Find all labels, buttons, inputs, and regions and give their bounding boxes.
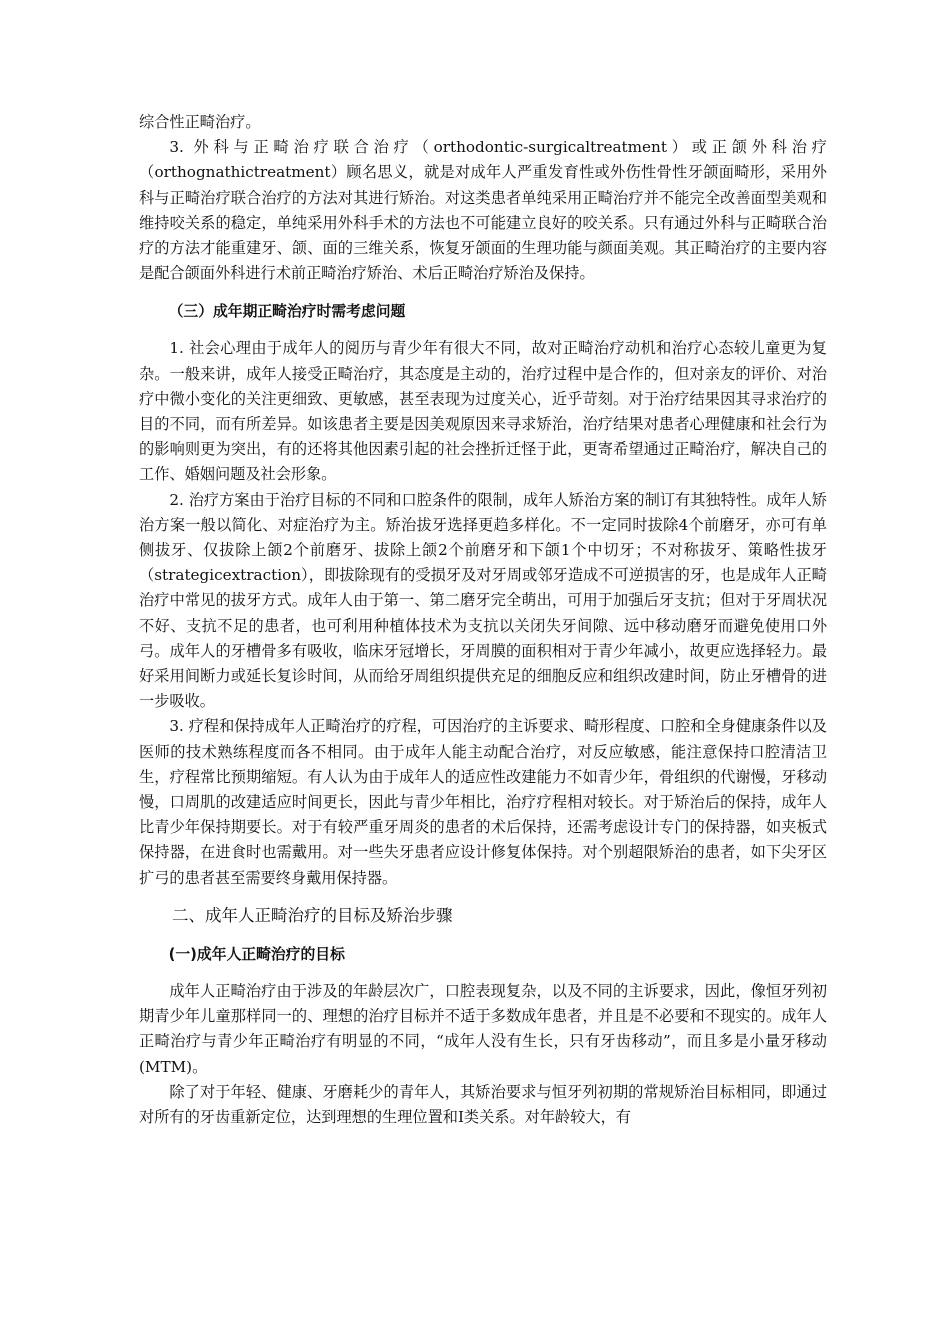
paragraph-young-adults: 除了对于年轻、健康、牙磨耗少的青年人，其矫治要求与恒牙列初期的常规矫治目标相同，即通过对所有的牙齿重新定位，达到理想的生理位置和Ⅰ类关系。对年龄较大，有 — [139, 1082, 827, 1126]
paragraph-intro-tail: 综合性正畸治疗。 — [139, 113, 261, 131]
paragraph-treatment-goals: 成年人正畸治疗由于涉及的年龄层次广，口腔表现复杂，以及不同的主诉要求，因此，像恒牙列初期青少年儿童那样同一的、理想的治疗目标并不适于多数成年患者，并且是不必要和不现实的。成年人正畸治疗与青少年正畸治疗有明显的不同，“成年人没有生长，只有牙齿移动”，而且多是小量牙移动(MTM)。 — [139, 981, 827, 1076]
paragraph-surgical-combined-treatment: 3. 外科与正畸治疗联合治疗（orthodontic-surgicaltreatment）或正颌外科治疗（orthognathictreatment）顾名思义，就是对成年人严重发育性或外伤性骨性牙颌面畸形，采用外科与正畸治疗联合治疗的方法对其进行矫治。对这类患者单纯采用正畸治疗并不能完全改善面型美观和维持咬关系的稳定，单纯采用外科手术的方法也不可能建立良好的咬关系。只有通过外科与正畸联合治疗的方法才能重建牙、颌、面的三维关系，恢复牙颌面的生理功能与颜面美观。其正畸治疗的主要内容是配合颌面外科进行术前正畸治疗矫治、术后正畸治疗矫治及保持。 — [139, 138, 827, 283]
paragraph-course-and-retention: 3. 疗程和保持成年人正畸治疗的疗程，可因治疗的主诉要求、畸形程度、口腔和全身健康条件以及医师的技术熟练程度而各不相同。由于成年人能主动配合治疗，对反应敏感，能注意保持口腔清洁卫生，疗程常比预期缩短。有人认为由于成年人的适应性改建能力不如青少年，骨组织的代谢慢，牙移动慢，口周肌的改建适应时间更长，因此与青少年相比，治疗疗程相对较长。对于矫治后的保持，成年人比青少年保持期要长。对于有较严重牙周炎的患者的术后保持，还需考虑设计专门的保持器，如夹板式保持器，在进食时也需戴用。对一些失牙患者应设计修复体保持。对个别超限矫治的患者，如下尖牙区扩弓的患者甚至需要终身戴用保持器。 — [139, 717, 827, 887]
paragraph-treatment-plan: 2. 治疗方案由于治疗目标的不同和口腔条件的限制，成年人矫治方案的制订有其独特性。成年人矫治方案一般以简化、对症治疗为主。矫治拔牙选择更趋多样化。不一定同时拔除4个前磨牙，亦可有单侧拔牙、仅拔除上颌2个前磨牙、拔除上颌2个前磨牙和下颌1个中切牙；不对称拔牙、策略性拔牙（strategicextraction），即拔除现有的受损牙及对牙周或邻牙造成不可逆损害的牙，也是成年人正畸治疗中常见的拔牙方式。成年人由于第一、第二磨牙完全萌出，可用于加强后牙支抗；但对于牙周状况不好、支抗不足的患者，也可利用种植体技术为支抗以关闭失牙间隙、远中移动磨牙而避免使用口外弓。成年人的牙槽骨多有吸收，临床牙冠增长，牙周膜的面积相对于青少年减小，故更应选择轻力。最好采用间断力或延长复诊时间，从而给牙周组织提供充足的细胞反应和组织改建时间，防止牙槽骨的进一步吸收。 — [139, 490, 827, 711]
document-body — [139, 110, 827, 1130]
heading-section-two: 二、成年人正畸治疗的目标及矫治步骤 — [172, 905, 453, 925]
heading-considerations: （三）成年期正畸治疗时需考虑问题 — [168, 303, 406, 321]
heading-treatment-goals: (一)成年人正畸治疗的目标 — [168, 945, 345, 963]
paragraph-social-psychology: 1. 社会心理由于成年人的阅历与青少年有很大不同，故对正畸治疗动机和治疗心态较儿童更为复杂。一般来讲，成年人接受正畸治疗，其态度是主动的，治疗过程中是合作的，但对亲友的评价、对治疗中微小变化的关注更细致、更敏感，甚至表现为过度关心，近乎苛刻。对于治疗结果因其寻求治疗的目的不同，而有所差异。如该患者主要是因美观原因来寻求矫治，治疗结果对患者心理健康和社会行为的影响则更为突出，有的还将其他因素引起的社会挫折迁怪于此，更寄希望通过正畸治疗，解决自己的工作、婚姻问题及社会形象。 — [139, 339, 827, 484]
